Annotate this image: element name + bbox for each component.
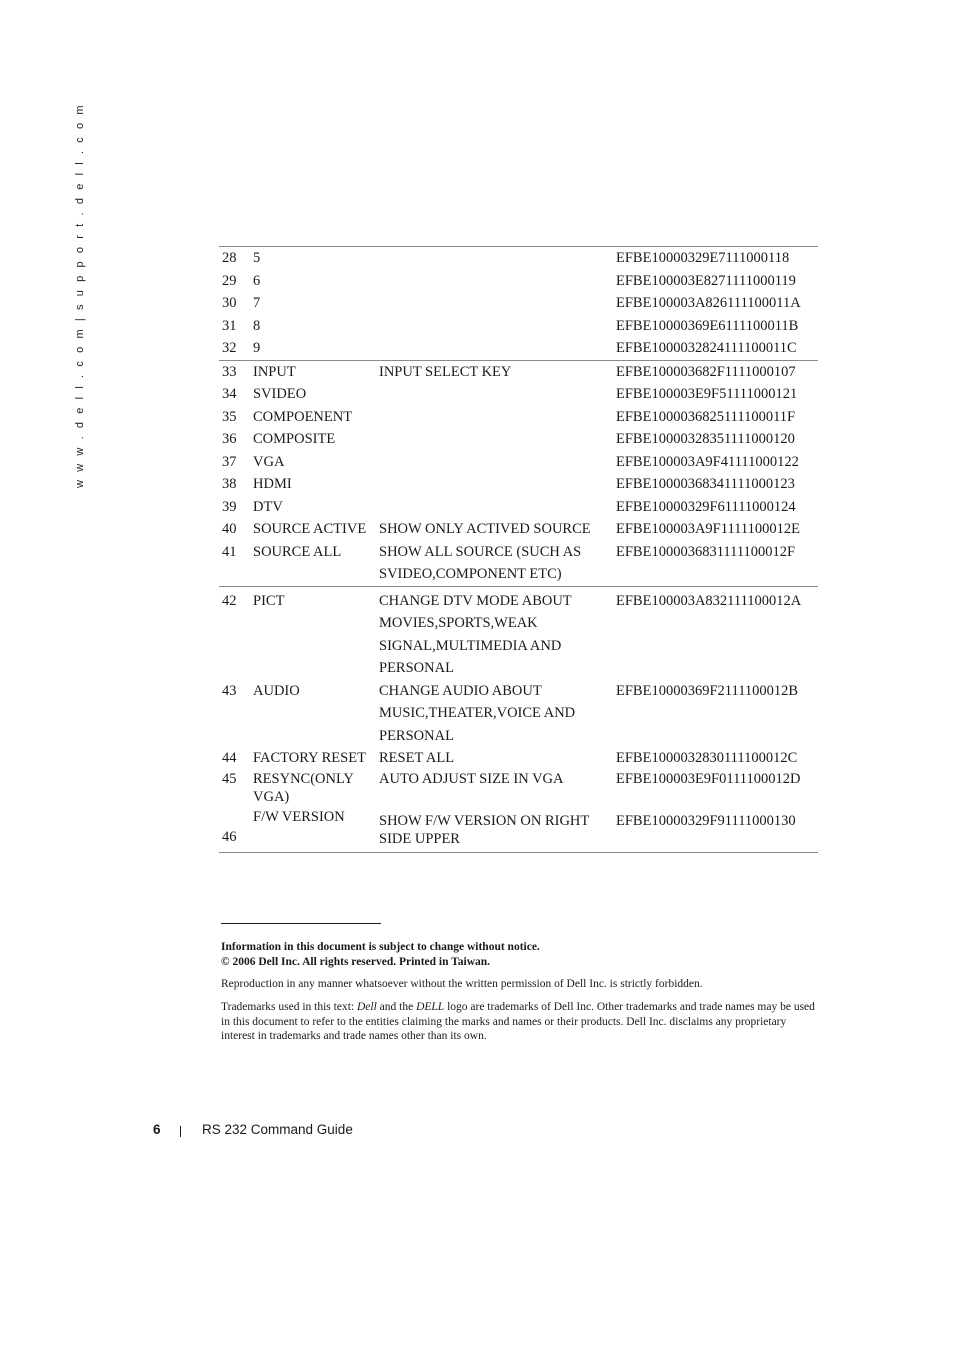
command-number: 38: [222, 476, 237, 492]
command-description: [377, 451, 612, 474]
command-name: PICT: [253, 592, 285, 609]
command-description: [377, 496, 612, 519]
command-code: EFBE100003682F1111000107: [616, 363, 796, 380]
command-number: 33: [222, 363, 237, 380]
command-description: [377, 247, 612, 270]
table-row: [219, 770, 818, 806]
command-name: 8: [253, 317, 261, 334]
command-number: 39: [222, 498, 237, 515]
command-number: 42: [222, 592, 237, 609]
table-row: [219, 428, 818, 451]
command-description: SHOW F/W VERSION ON RIGHT SIDE UPPER: [377, 806, 612, 853]
command-description: [377, 383, 612, 406]
table-row: [219, 473, 818, 496]
command-code: EFBE100003E8271111000119: [616, 272, 796, 289]
table-row: [219, 806, 818, 853]
command-number: 29: [222, 272, 237, 289]
command-name: DTV: [253, 498, 283, 515]
table-row: [219, 270, 818, 293]
page-number: 6: [153, 1122, 161, 1137]
trademark-dell-logo: DELL: [416, 1001, 445, 1013]
command-name: 9: [251, 337, 377, 360]
footer-divider: [180, 1126, 181, 1137]
command-description: [377, 473, 612, 496]
command-code: EFBE10000368341111000123: [616, 476, 795, 492]
command-number: 45: [222, 770, 237, 787]
trademark-rest: logo are trademarks of Dell Inc. Other trademarks and trade names may be used in this document to refer to the entities claiming the marks and names or their products. Dell Inc. disclaims any proprietary interest in trademarks and trade names other than its own.: [221, 1001, 815, 1042]
command-description: [377, 315, 612, 338]
command-code: EFBE1000036825111100011F: [616, 408, 796, 425]
command-description: [377, 270, 612, 293]
command-code: EFBE10000329F91111000130: [612, 806, 818, 853]
command-code: EFBE100003E9F0111100012D: [616, 770, 801, 787]
command-number: 31: [222, 317, 237, 334]
footnote-rule: [221, 923, 381, 924]
table-row: [219, 747, 818, 770]
rs232-command-table: [219, 246, 818, 853]
command-number: 35: [222, 408, 237, 425]
command-code: EFBE1000036831111100012F: [612, 541, 818, 587]
command-number: 37: [222, 453, 237, 470]
command-code: EFBE100003E9F51111000121: [616, 386, 798, 402]
command-code: EFBE10000328351111000120: [616, 431, 795, 447]
command-name: RESYNC(ONLY VGA): [253, 770, 354, 805]
command-description: [377, 406, 612, 429]
command-code: EFBE100003A826111100011A: [616, 295, 801, 311]
command-code: EFBE10000369E6111100011B: [616, 317, 799, 334]
notice-reproduction: Reproduction in any manner whatsoever without the written permission of Dell Inc. is strictly forbidden.: [221, 978, 703, 990]
command-description: [377, 292, 612, 315]
command-code: EFBE10000329F61111000124: [616, 498, 796, 515]
command-name: FACTORY RESET: [253, 750, 366, 766]
command-description: [377, 337, 612, 360]
command-description: CHANGE DTV MODE ABOUT MOVIES,SPORTS,WEAK SIGNAL,MULTIMEDIA AND PERSONAL: [379, 592, 572, 676]
command-name: VGA: [253, 453, 285, 470]
command-code: EFBE100003A832111100012A: [616, 592, 802, 609]
table-row: [219, 360, 818, 383]
command-description: CHANGE AUDIO ABOUT MUSIC,THEATER,VOICE AND PERSONAL: [379, 682, 576, 744]
command-number: 36: [222, 431, 237, 447]
command-description: AUTO ADJUST SIZE IN VGA: [379, 770, 564, 787]
command-name: AUDIO: [253, 682, 300, 699]
trademark-and-the: and the: [376, 1001, 417, 1013]
table-row: [219, 518, 818, 541]
command-code: EFBE1000032830111100012C: [616, 750, 798, 766]
command-description: SHOW ALL SOURCE (SUCH AS SVIDEO,COMPONENT ETC): [377, 541, 612, 587]
side-website-url: w w w . d e l l . c o m | s u p p o r t . d e l l . c o m: [74, 102, 86, 488]
command-name: SOURCE ACTIVE: [253, 521, 367, 537]
table-row: [219, 451, 818, 474]
command-description: RESET ALL: [379, 750, 455, 766]
table-row: [219, 586, 818, 680]
command-description: [377, 428, 612, 451]
command-number: 28: [219, 247, 251, 270]
table-row: [219, 496, 818, 519]
table-row: [219, 406, 818, 429]
command-number: 41: [219, 541, 251, 587]
table-row: [219, 247, 818, 270]
command-name: COMPOSITE: [253, 431, 336, 447]
trademark-dell: Dell: [356, 1001, 377, 1013]
command-number: 44: [222, 750, 237, 766]
command-code: EFBE1000032824111100011C: [612, 337, 818, 360]
table-row: [219, 315, 818, 338]
command-name: HDMI: [253, 476, 292, 492]
command-name: F/W VERSION: [251, 806, 377, 853]
table-row: [219, 292, 818, 315]
command-name: SOURCE ALL: [251, 541, 377, 587]
command-number: 32: [219, 337, 251, 360]
command-number: 34: [222, 386, 237, 402]
command-number: 40: [222, 521, 237, 537]
table-row: [219, 680, 818, 748]
command-description: SHOW ONLY ACTIVED SOURCE: [379, 521, 591, 537]
command-code: EFBE10000369F2111100012B: [616, 682, 799, 699]
notice-trademarks: [221, 1000, 818, 1044]
command-number: 43: [222, 682, 237, 699]
trademark-prefix: Trademarks used in this text:: [221, 1001, 357, 1013]
command-name: 5: [251, 247, 377, 270]
command-name: COMPOENENT: [253, 408, 353, 425]
command-code: EFBE10000329E7111000118: [612, 247, 818, 270]
table-row: [219, 337, 818, 360]
command-name: INPUT: [253, 363, 296, 380]
table-row: [219, 383, 818, 406]
table-row: [219, 541, 818, 587]
command-name: 6: [253, 272, 261, 289]
notice-change: Information in this document is subject to change without notice.: [221, 941, 540, 953]
command-description: INPUT SELECT KEY: [379, 363, 512, 380]
command-name: 7: [253, 295, 261, 311]
command-number: 30: [222, 295, 237, 311]
command-name: SVIDEO: [253, 386, 307, 402]
guide-title: RS 232 Command Guide: [202, 1122, 353, 1137]
notice-copyright: © 2006 Dell Inc. All rights reserved. Printed in Taiwan.: [221, 956, 491, 968]
command-code: EFBE100003A9F1111100012E: [616, 521, 800, 537]
command-code: EFBE100003A9F41111000122: [616, 453, 799, 470]
command-number: 46: [219, 806, 251, 853]
